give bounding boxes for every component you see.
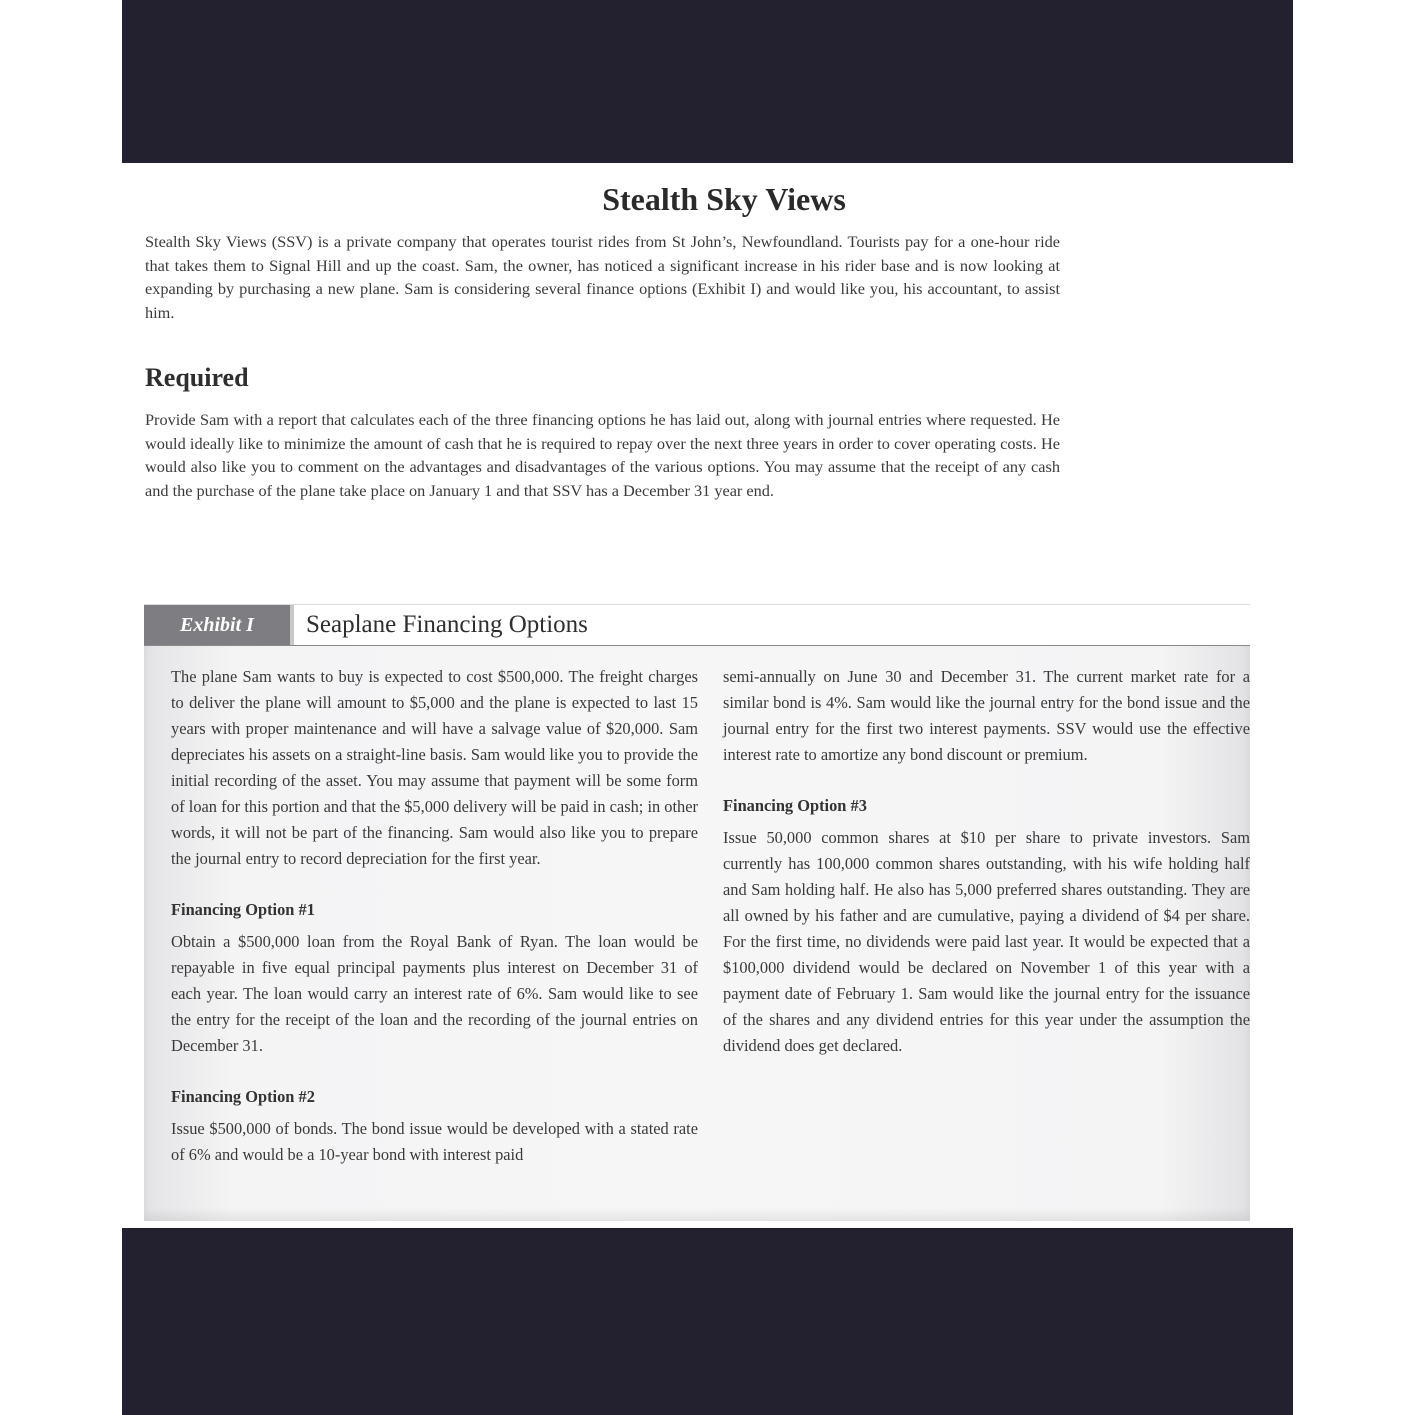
exhibit-right-column	[723, 664, 1250, 1059]
top-frame-bar	[122, 0, 1293, 163]
option1-heading: Financing Option #1	[171, 900, 315, 919]
document-page	[122, 163, 1293, 1228]
option2-paragraph-continued: semi-annually on June 30 and December 31. The current market rate for a similar bond is 4%. Sam would like the journal entry for the bond issue and the journal entry for the first two interest payments. SSV would use the effective interest rate to amortize any bond discount or premium.	[723, 667, 1250, 764]
exhibit-tab-divider	[290, 605, 294, 645]
exhibit-label: Exhibit I	[144, 605, 290, 645]
exhibit-header	[144, 604, 1250, 647]
option3-paragraph: Issue 50,000 common shares at $10 per share to private investors. Sam currently has 100,000 common shares outstanding, with his wife holding half and Sam holding half. He also has 5,000 preferred shares outstanding. They are all owned by his father and are cumulative, paying a dividend of $4 per share. For the first time, no dividends were paid last year. It would be expected that a $100,000 dividend would be declared on November 1 of this year with a payment date of February 1. Sam would like the journal entry for the issuance of the shares and any dividend entries for this year under the assumption the dividend does get declared.	[723, 828, 1250, 1055]
option3-heading: Financing Option #3	[723, 796, 867, 815]
exhibit-body	[144, 646, 1250, 1221]
option2-paragraph-start: Issue $500,000 of bonds. The bond issue would be developed with a stated rate of 6% and would be a 10-year bond with interest paid	[171, 1119, 698, 1164]
exhibit-intro-paragraph: The plane Sam wants to buy is expected to cost $500,000. The freight charges to deliver the plane will amount to $5,000 and the plane is expected to last 15 years with proper maintenance and will have a salvage value of $20,000. Sam depreciates his assets on a straight-line basis. Sam would like you to provide the initial recording of the asset. You may assume that payment will be some form of loan for this portion and that the $5,000 delivery will be paid in cash; in other words, it will not be part of the financing. Sam would also like you to prepare the journal entry to record depreciation for the first year.	[171, 667, 698, 868]
required-heading: Required	[145, 363, 249, 392]
bottom-frame-bar	[122, 1228, 1293, 1415]
exhibit-left-column	[171, 664, 698, 1168]
exhibit-box	[144, 604, 1250, 1221]
intro-paragraph: Stealth Sky Views (SSV) is a private company that operates tourist rides from St John’s, Newfoundland. Tourists pay for a one-hour ride that takes them to Signal Hill and up the coast. Sam, the owner, has noticed a significant increase in his rider base and is now looking at expanding by purchasing a new plane. Sam is considering several finance options (Exhibit I) and would like you, his accountant, to assist him.	[145, 232, 1060, 322]
option2-heading: Financing Option #2	[171, 1087, 315, 1106]
document-title: Stealth Sky Views	[602, 181, 846, 217]
required-paragraph: Provide Sam with a report that calculates each of the three financing options he has laid out, along with journal entries where requested. He would ideally like to minimize the amount of cash that he is required to repay over the next three years in order to cover operating costs. He would also like you to comment on the advantages and disadvantages of the various options. You may assume that the receipt of any cash and the purchase of the plane take place on January 1 and that SSV has a December 31 year end.	[145, 410, 1060, 500]
option1-paragraph: Obtain a $500,000 loan from the Royal Bank of Ryan. The loan would be repayable in five equal principal payments plus interest on December 31 of each year. The loan would carry an interest rate of 6%. Sam would like to see the entry for the receipt of the loan and the recording of the journal entries on December 31.	[171, 932, 698, 1055]
exhibit-title: Seaplane Financing Options	[306, 611, 588, 638]
